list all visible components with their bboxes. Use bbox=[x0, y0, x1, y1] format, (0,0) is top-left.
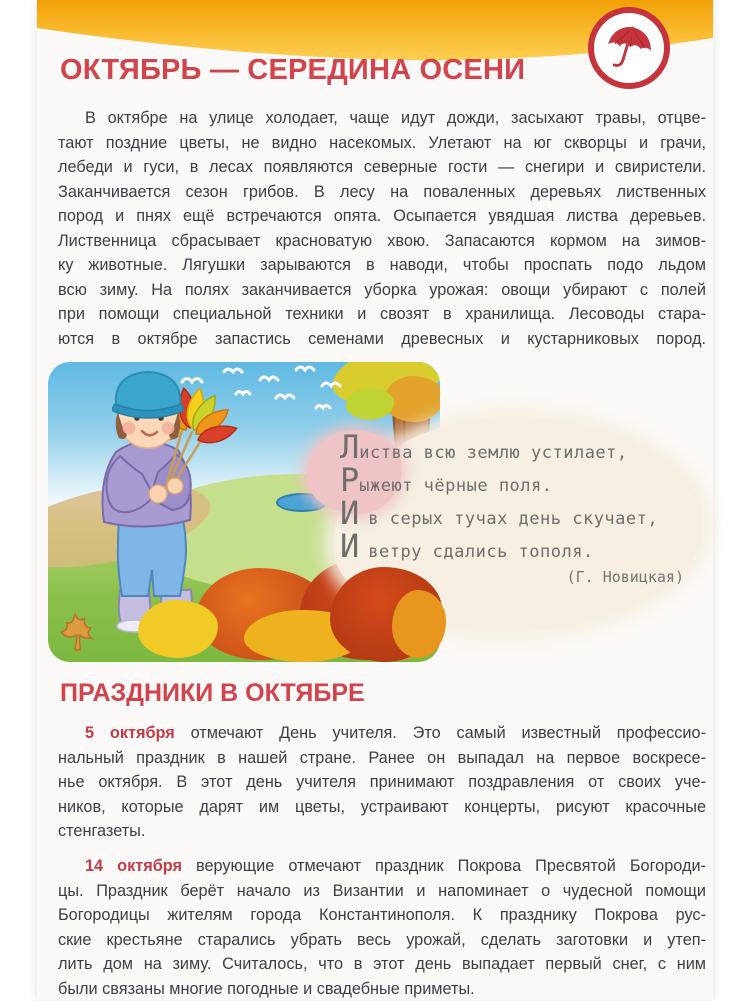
intro-paragraph bbox=[58, 106, 706, 351]
poem-line bbox=[340, 461, 698, 494]
teachers-day-paragraph bbox=[58, 721, 706, 844]
poem-initial: Р bbox=[340, 461, 359, 499]
poem-text: ветру сдались тополя. bbox=[368, 542, 593, 562]
poem bbox=[340, 428, 698, 586]
text-span: верующие отмечают праздник Покрова Пресвятой Богороди- bbox=[196, 857, 706, 875]
text-line: ются в октябре запастись семенами древесных и кустарниковых пород. bbox=[58, 327, 706, 352]
poem-line bbox=[340, 494, 698, 527]
text-line: тают поздние цветы, не видно насекомых. Улетают на юг скворцы и грачи, bbox=[58, 131, 706, 156]
text-line: В октябре на улице холодает, чаще идут дожди, засыхают травы, отцве- bbox=[58, 106, 706, 131]
text-line: стенгазеты. bbox=[58, 819, 706, 844]
text-line: пород и пнях ещё встречаются опята. Осыпается увядшая листва деревьев. bbox=[58, 204, 706, 229]
text-line bbox=[58, 721, 706, 746]
book-page bbox=[37, 0, 713, 1000]
text-line: Богородицы жителям города Константинополя. К празднику Покрова рус- bbox=[58, 903, 706, 928]
yellow-leaves bbox=[138, 600, 218, 658]
text-line: ские крестьяне старались убрать весь урожай, сделать заготовки и утеп- bbox=[58, 928, 706, 953]
poem-text: иства всю землю устилает, bbox=[359, 443, 627, 463]
text-line: цы. Праздник берёт начало из Византии и напоминает о чудесной помощи bbox=[58, 879, 706, 904]
text-line: ку животные. Лягушки зарываются в наводи, чтобы проспать подо льдом bbox=[58, 253, 706, 278]
pokrov-paragraph bbox=[58, 854, 706, 1001]
poem-line bbox=[340, 527, 698, 560]
poem-initial: И bbox=[340, 494, 359, 532]
text-line bbox=[58, 854, 706, 879]
text-line: ников, которые дарят им цветы, устраивают концерты, рисуют красочные bbox=[58, 795, 706, 820]
text-line: нье октября. В этот день учителя принимают поздравления от своих уче- bbox=[58, 770, 706, 795]
text-line: лебеди и гуси, в лесах появляются северные гости — снегири и свиристели. bbox=[58, 155, 706, 180]
poem-author: (Г. Новицкая) bbox=[340, 568, 698, 586]
text-line: нальный праздник в нашей стране. Ранее он выпадал на первое воскресе- bbox=[58, 746, 706, 771]
text-line: лить дом на зиму. Считалось, что в этот день выпадает первый снег, с ним bbox=[58, 952, 706, 977]
umbrella-icon bbox=[603, 22, 655, 74]
text-line: Заканчивается сезон грибов. В лесу на поваленных деревьях лиственных bbox=[58, 180, 706, 205]
text-line: всю зиму. На полях заканчивается уборка урожая: овощи убирают с полей bbox=[58, 278, 706, 303]
umbrella-badge bbox=[588, 7, 670, 89]
poem-initial: И bbox=[340, 527, 359, 565]
text-span: отмечают День учителя. Это самый известный профессио- bbox=[191, 724, 706, 742]
text-line: при помощи специальной техники и свозят в хранилища. Лесоводы стара- bbox=[58, 302, 706, 327]
illustration bbox=[48, 362, 706, 662]
date-lead: 14 октября bbox=[85, 857, 182, 875]
text-line: Лиственница сбрасывает красноватую хвою. Запасаются кормом на зимов- bbox=[58, 229, 706, 254]
poem-text: в серых тучах день скучает, bbox=[368, 509, 658, 529]
holidays-heading: ПРАЗДНИКИ В ОКТЯБРЕ bbox=[60, 679, 365, 708]
poem-initial: Л bbox=[340, 428, 359, 466]
poem-line bbox=[340, 428, 698, 461]
maple-leaf bbox=[52, 606, 98, 652]
page-title: ОКТЯБРЬ — СЕРЕДИНА ОСЕНИ bbox=[60, 54, 525, 87]
text-line: были связаны многие погодные и свадебные приметы. bbox=[58, 977, 706, 1001]
poem-text: ыжеют чёрные поля. bbox=[359, 476, 552, 496]
date-lead: 5 октября bbox=[85, 724, 175, 742]
